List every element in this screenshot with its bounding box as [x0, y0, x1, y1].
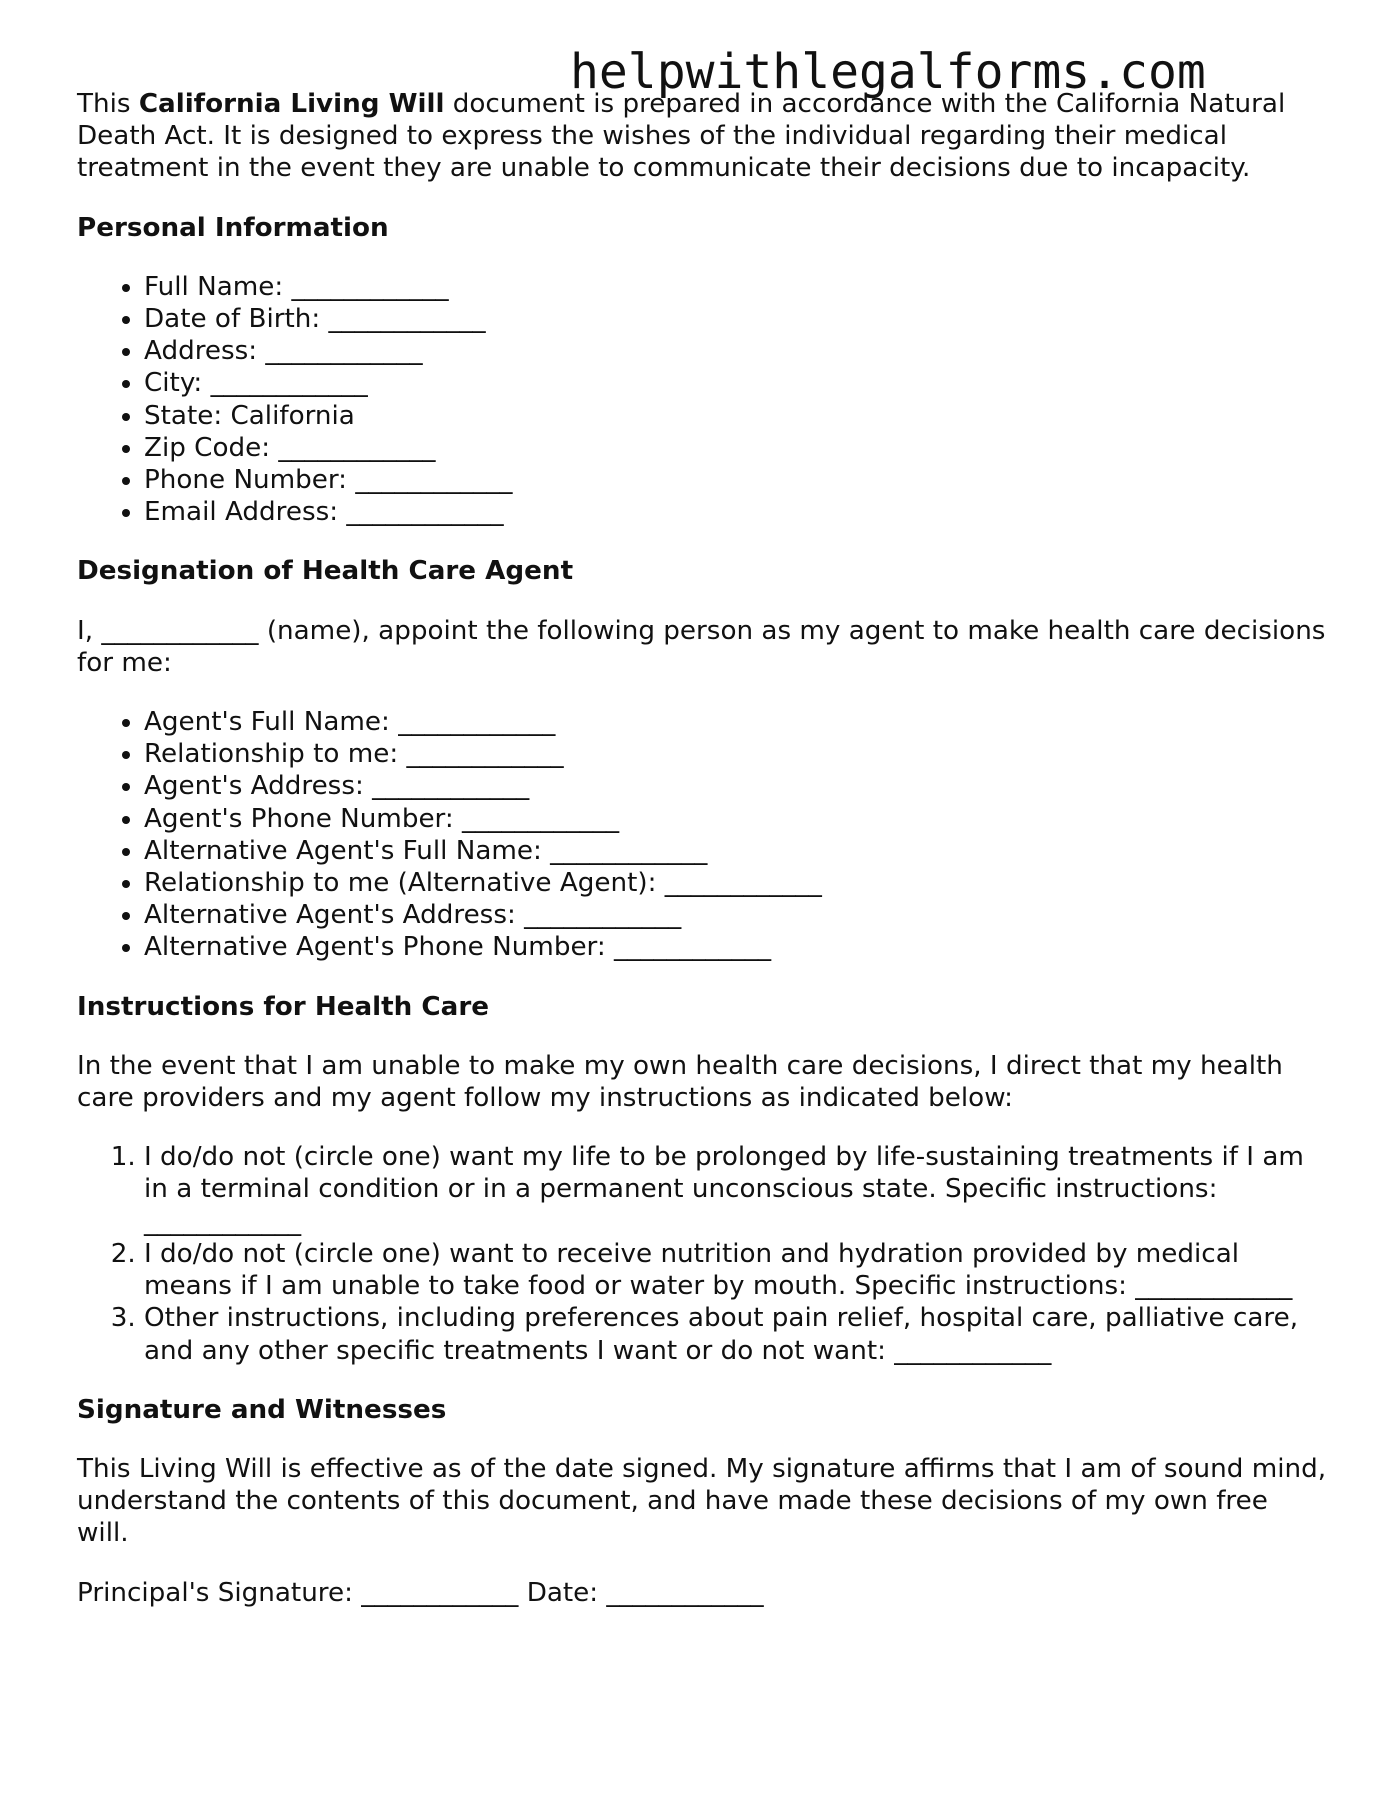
personal-info-heading: Personal Information: [77, 212, 389, 243]
list-item: • Alternative Agent's Address: ____________: [144, 899, 1327, 931]
agent-heading: Designation of Health Care Agent: [77, 556, 574, 587]
list-item: • State: California: [144, 400, 1327, 432]
list-item: • Zip Code: ____________: [144, 432, 1327, 464]
list-item: • Relationship to me: ____________: [144, 738, 1327, 770]
list-item: • Alternative Agent's Full Name: ____________: [144, 835, 1327, 867]
list-item: 3. Other instructions, including preferences about pain relief, hospital care, palliative care, and any other specific treatments I want or do not want: ____________: [144, 1302, 1327, 1366]
signature-paragraph: This Living Will is effective as of the date signed. My signature affirms that I am of sound mind, understand the contents of this document, and have made these decisions of my own free will.: [77, 1453, 1327, 1549]
list-item: • Agent's Phone Number: ____________: [144, 803, 1327, 835]
list-item: • Full Name: ____________: [144, 271, 1327, 303]
watermark-text: helpwithlegalforms.com: [570, 44, 1206, 100]
list-item: 1. I do/do not (circle one) want my life to be prolonged by life-sustaining treatments if I am in a terminal condition or in a permanent unconscious state. Specific instructions: ____________: [144, 1141, 1327, 1238]
agent-paragraph: I, ____________ (name), appoint the following person as my agent to make health care decisions for me:: [77, 615, 1326, 678]
list-item: • Agent's Full Name: ____________: [144, 706, 1327, 738]
instructions-paragraph: In the event that I am unable to make my own health care decisions, I direct that my health care providers and my agent follow my instructions as indicated below:: [77, 1050, 1283, 1114]
list-item: • Agent's Address: ____________: [144, 770, 1327, 802]
instructions-list: [77, 1141, 1327, 1366]
list-item: • City: ____________: [144, 367, 1327, 399]
intro-paragraph: [77, 88, 1327, 185]
list-item: • Relationship to me (Alternative Agent): ____________: [144, 867, 1327, 899]
agent-list: [77, 706, 1327, 964]
intro-post: document is prepared in accordance with the California Natural Death Act. It is designed to express the wishes of the individual regarding their medical treatment in the event they are unable to communicate their decisions due to incapacity.: [77, 89, 1286, 184]
document-body: [77, 88, 1327, 1636]
signature-heading: Signature and Witnesses: [77, 1394, 447, 1425]
personal-info-list: [77, 271, 1327, 529]
list-item: • Phone Number: ____________: [144, 464, 1327, 496]
list-item: • Date of Birth: ____________: [144, 303, 1327, 335]
signature-line: Principal's Signature: ____________ Date: ____________: [77, 1577, 764, 1608]
list-item: • Email Address: ____________: [144, 496, 1327, 528]
list-item: 2. I do/do not (circle one) want to receive nutrition and hydration provided by medical means if I am unable to take food or water by mouth. Specific instructions: ____________: [144, 1238, 1327, 1302]
instructions-heading: Instructions for Health Care: [77, 991, 489, 1022]
intro-bold-title: California Living Will: [138, 89, 445, 119]
intro-pre: This: [77, 89, 139, 119]
list-item: • Alternative Agent's Phone Number: ____________: [144, 931, 1327, 963]
list-item: • Address: ____________: [144, 335, 1327, 367]
